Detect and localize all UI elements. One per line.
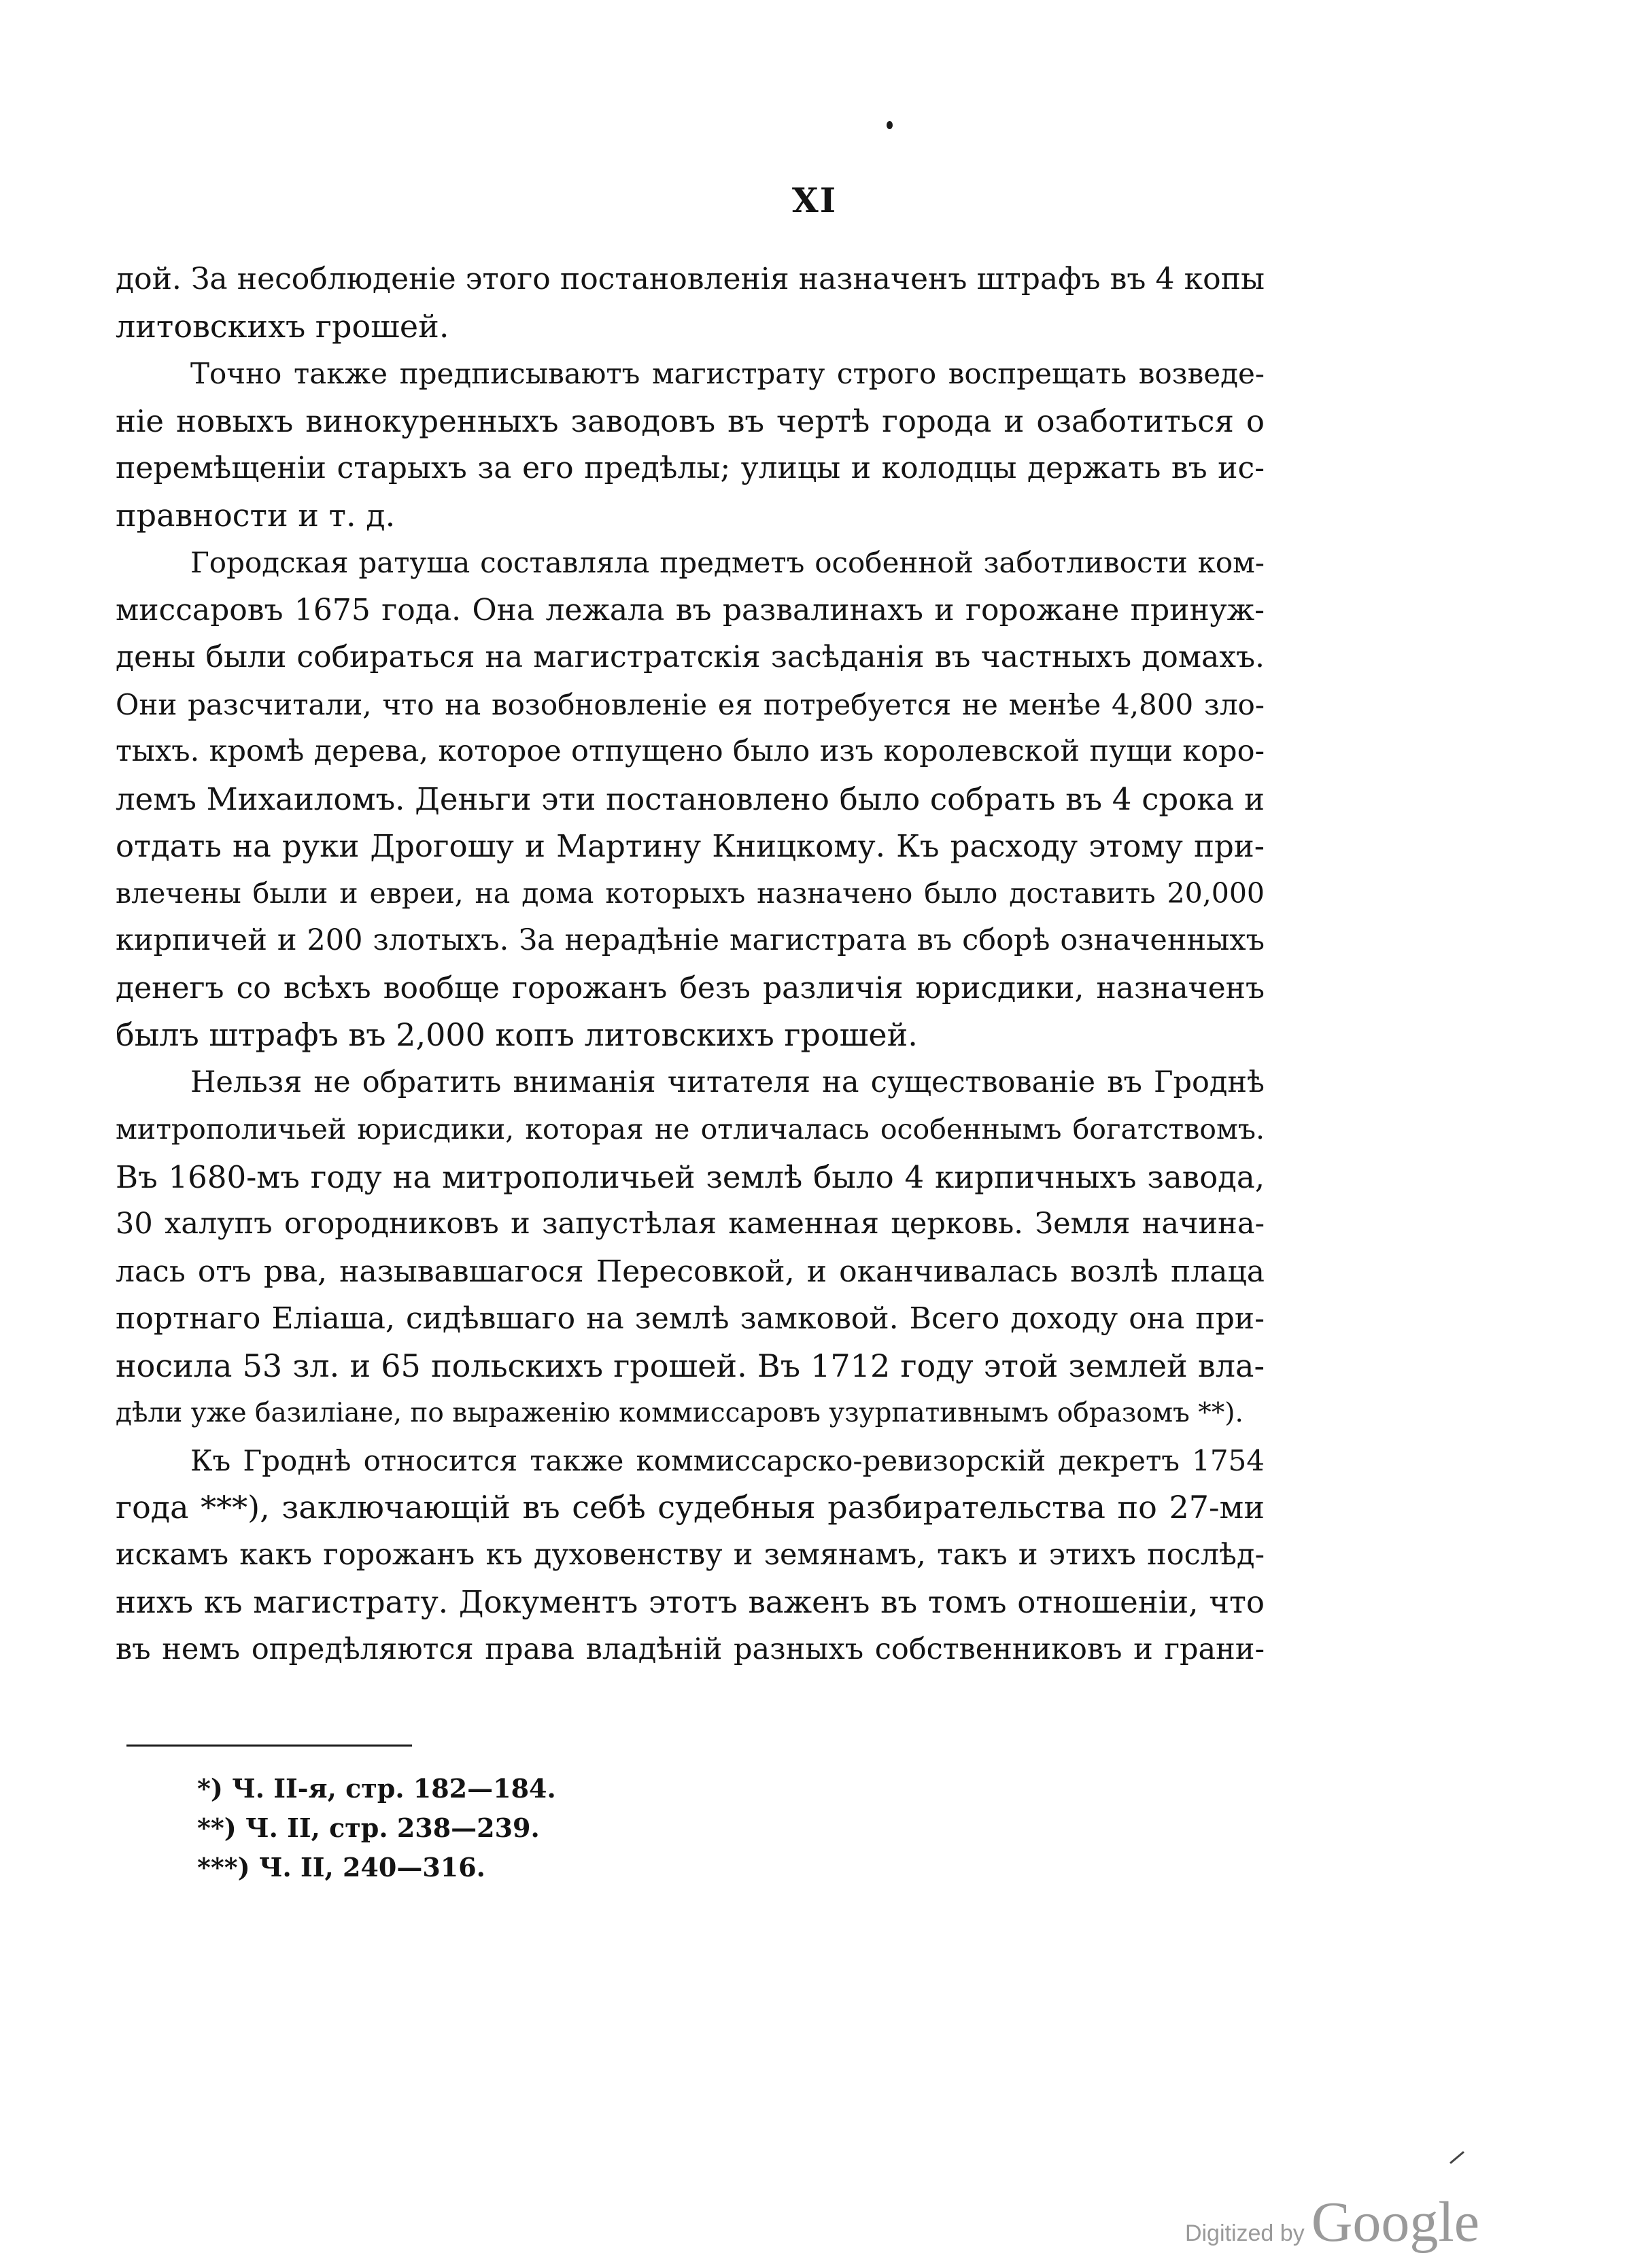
text-line: влечены были и евреи, на дома которыхъ назначено было доставить 20,000 — [116, 876, 1265, 910]
text-line: дой. За несоблюденіе этого постановленія назначенъ штрафъ въ 4 копы — [116, 262, 1265, 296]
page-number: XI — [791, 180, 838, 220]
text-line: кирпичей и 200 злотыхъ. За нерадѣніе магистрата въ сборѣ означенныхъ — [116, 923, 1265, 957]
google-logo: Google — [1311, 2190, 1479, 2254]
digitized-watermark — [1185, 2189, 1479, 2255]
footnotes — [197, 1769, 556, 1887]
body-text — [116, 256, 1265, 1673]
pen-mark — [1450, 2151, 1464, 2164]
text-line: дены были собираться на магистратскія засѣданія въ частныхъ домахъ. — [116, 640, 1265, 674]
text-line: дѣли уже базиліане, по выраженію коммиссаровъ узурпативнымъ образомъ **). — [116, 1398, 1244, 1428]
text-line: лась отъ рва, называвшагося Пересовкой, и оканчивалась возлѣ плаца — [116, 1254, 1265, 1289]
text-line: Они разсчитали, что на возобновленіе ея потребуется не менѣе 4,800 зло- — [116, 687, 1265, 721]
text-line: Точно также предписываютъ магистрату строго воспрещать возведе- — [190, 357, 1265, 390]
footnote-2: **) Ч. II, стр. 238—239. — [197, 1812, 540, 1843]
footnote-3: ***) Ч. II, 240—316. — [197, 1852, 485, 1883]
text-line: денегъ со всѣхъ вообще горожанъ безъ различія юрисдики, назначенъ — [116, 970, 1265, 1006]
text-line: портнаго Еліаша, сидѣвшаго на землѣ замковой. Всего доходу она при- — [116, 1301, 1265, 1336]
ink-speck — [887, 121, 893, 129]
text-line: перемѣщеніи старыхъ за его предѣлы; улицы и колодцы держать въ ис- — [116, 451, 1265, 485]
text-line: Городская ратуша составляла предметъ особенной заботливости ком- — [190, 546, 1265, 579]
text-line: въ немъ опредѣляются права владѣній разныхъ собственниковъ и грани- — [116, 1632, 1265, 1666]
text-line: правности и т. д. — [116, 496, 396, 534]
watermark-prefix: Digitized by — [1184, 2220, 1305, 2246]
text-line: отдать на руки Дрогошу и Мартину Кницкому. Къ расходу этому при- — [116, 828, 1265, 864]
text-line: нихъ къ магистрату. Документъ этотъ важенъ въ томъ отношеніи, что — [116, 1584, 1265, 1620]
text-line: миссаровъ 1675 года. Она лежала въ развалинахъ и горожане принуж- — [116, 592, 1265, 628]
footnote-divider — [126, 1745, 412, 1747]
text-line: Къ Гроднѣ относится также коммиссарско-ревизорскій декретъ 1754 — [190, 1443, 1265, 1477]
text-line: искамъ какъ горожанъ къ духовенству и земянамъ, такъ и этихъ послѣд- — [116, 1537, 1265, 1572]
text-line: литовскихъ грошей. — [116, 307, 449, 345]
text-line: года ***), заключающій въ себѣ судебныя разбирательства по 27-ми — [116, 1489, 1265, 1526]
text-line: ніе новыхъ винокуренныхъ заводовъ въ чертѣ города и озаботиться о — [116, 402, 1265, 439]
text-line: Нельзя не обратить вниманія читателя на существованіе въ Гроднѣ — [190, 1065, 1265, 1099]
text-line: 30 халупъ огородниковъ и запустѣлая каменная церковь. Земля начина- — [116, 1207, 1265, 1241]
footnote-1: *) Ч. II-я, стр. 182—184. — [197, 1773, 556, 1804]
text-line: Въ 1680-мъ году на митрополичьей землѣ было 4 кирпичныхъ завода, — [116, 1158, 1265, 1195]
text-line: носила 53 зл. и 65 польскихъ грошей. Въ 1712 году этой землей вла- — [116, 1347, 1265, 1384]
text-line: тыхъ. кромѣ дерева, которое отпущено было изъ королевской пущи коро- — [116, 734, 1265, 768]
text-line: митрополичьей юрисдики, которая не отличалась особеннымъ богатствомъ. — [116, 1113, 1265, 1146]
text-line: былъ штрафъ въ 2,000 копъ литовскихъ грошей. — [116, 1016, 918, 1053]
text-line: лемъ Михаиломъ. Деньги эти постановлено было собрать въ 4 срока и — [116, 780, 1265, 817]
